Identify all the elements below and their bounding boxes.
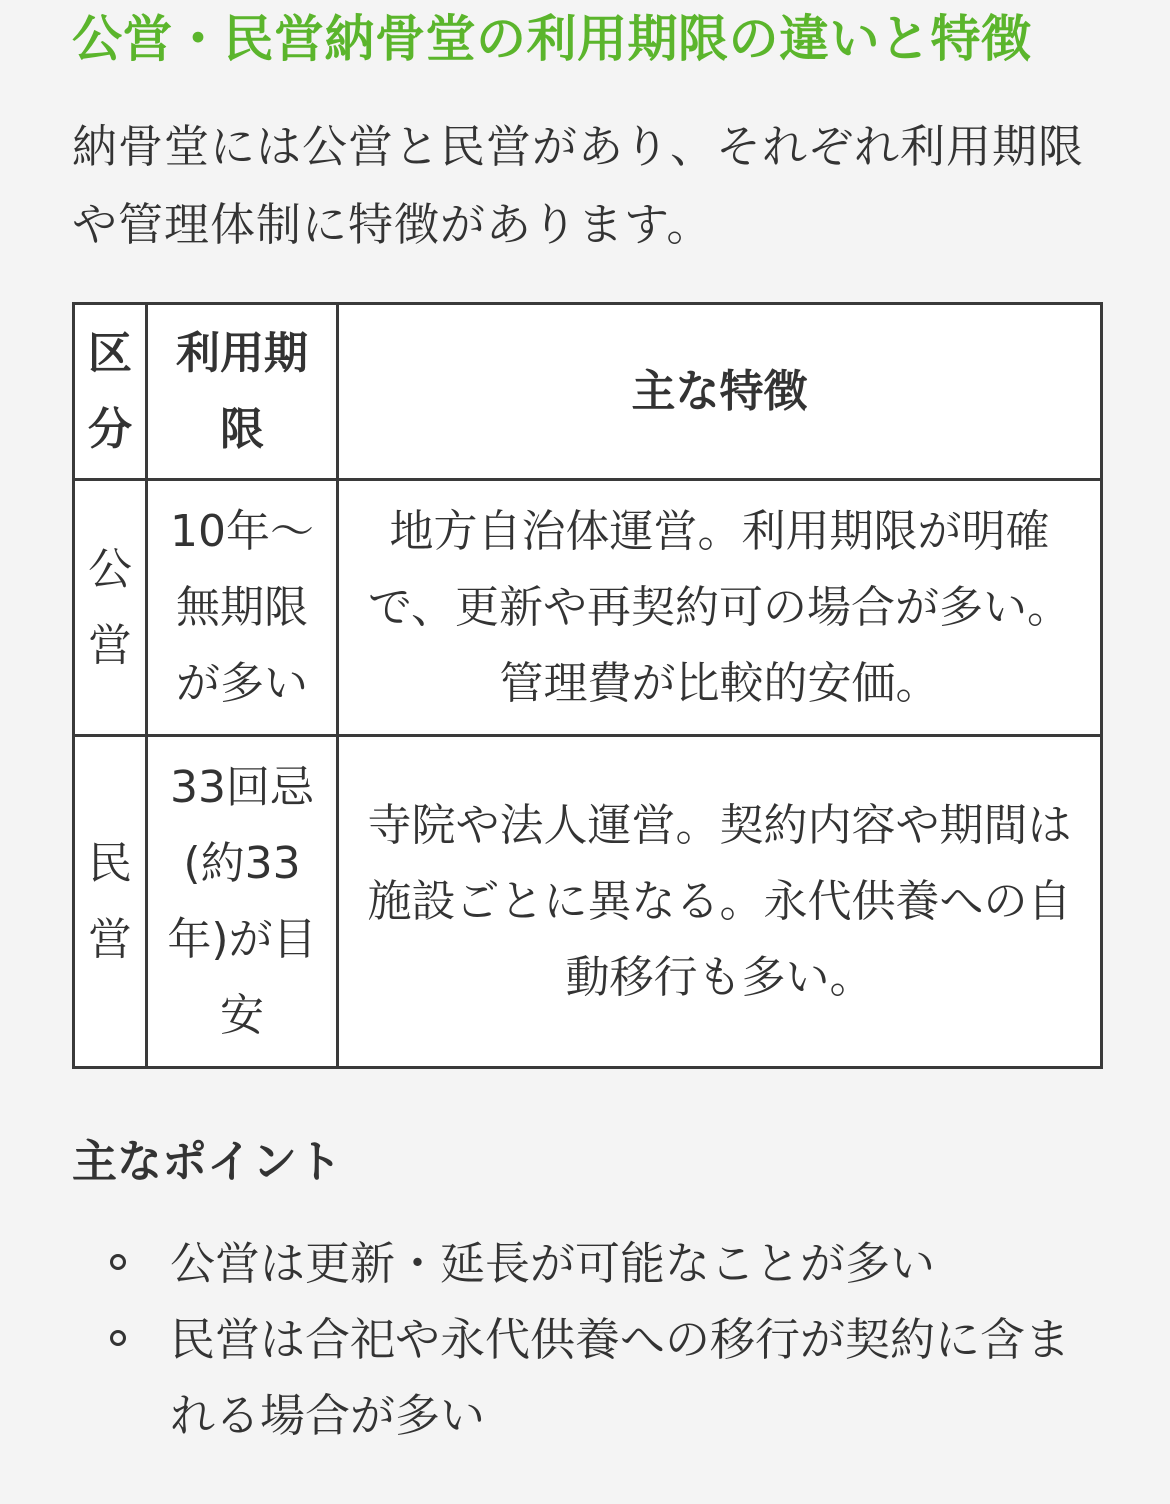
list-item (72, 1226, 1100, 1302)
list-item-text: 民営は合祀や永代供養への移行が契約に含まれる場合が多い (170, 1313, 1071, 1442)
list-item (72, 1302, 1100, 1454)
circle-bullet-icon (110, 1254, 126, 1270)
table-row (74, 480, 1102, 736)
section-heading: 公営・民営納骨堂の利用期限の違いと特徴 (72, 10, 1032, 68)
cell-category-public: 公営 (74, 480, 147, 736)
article-content (72, 0, 1100, 1442)
cell-period-private: 33回忌(約33年)が目安 (147, 736, 338, 1068)
header-features: 主な特徴 (338, 304, 1102, 480)
cell-features-private: 寺院や法人運営。契約内容や期間は施設ごとに異なる。永代供養への自動移行も多い。 (338, 736, 1102, 1068)
header-period: 利用期限 (147, 304, 338, 480)
intro-paragraph: 納骨堂には公営と民営があり、それぞれ利用期限や管理体制に特徴があります。 (72, 120, 1085, 251)
points-heading: 主なポイント (72, 1135, 343, 1188)
cell-period-public: 10年〜無期限が多い (147, 480, 338, 736)
cell-features-public: 地方自治体運営。利用期限が明確で、更新や再契約可の場合が多い。管理費が比較的安価。 (338, 480, 1102, 736)
cell-category-private: 民営 (74, 736, 147, 1068)
table-header-row (74, 304, 1102, 480)
circle-bullet-icon (110, 1330, 126, 1346)
list-item-text: 公営は更新・延長が可能なことが多い (170, 1237, 936, 1290)
header-category: 区分 (74, 304, 147, 480)
comparison-table (72, 302, 1103, 1069)
points-list (72, 1226, 1100, 1454)
table-row (74, 736, 1102, 1068)
